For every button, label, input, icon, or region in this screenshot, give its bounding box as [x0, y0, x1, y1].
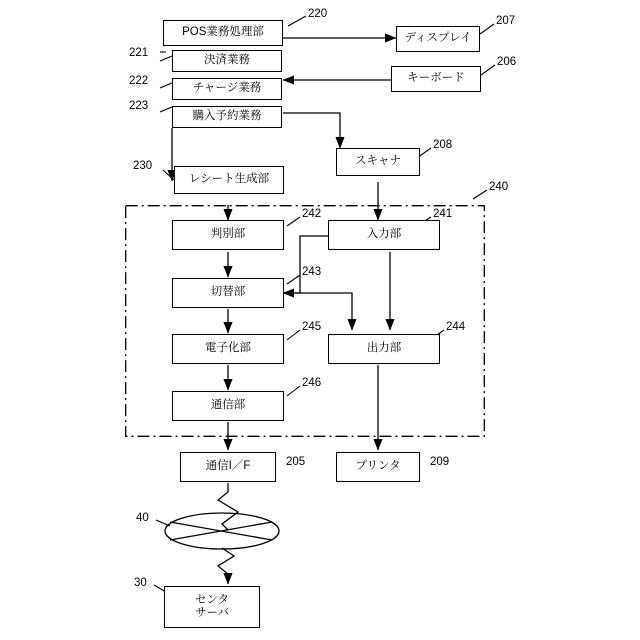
box-comm-interface[interactable] [180, 452, 276, 482]
box-input-label: 入力部 [366, 228, 402, 241]
ref-208: 208 [433, 139, 453, 151]
box-output[interactable] [328, 334, 440, 364]
ref-243: 243 [302, 266, 322, 278]
box-center-server-label-line1: センタ [194, 593, 230, 606]
box-center-server[interactable] [164, 586, 260, 628]
box-settle[interactable] [172, 50, 282, 72]
box-display-label: ディスプレイ [404, 32, 472, 45]
box-charge-label: チャージ業務 [192, 82, 262, 95]
ref-240: 240 [489, 181, 509, 193]
box-settle-label: 決済業務 [204, 54, 250, 67]
box-purchase[interactable] [172, 106, 282, 128]
box-printer[interactable] [336, 452, 420, 482]
box-pos[interactable] [163, 20, 283, 46]
ref-244: 244 [446, 321, 466, 333]
box-receipt[interactable] [174, 166, 284, 194]
box-judge-label: 判別部 [210, 228, 246, 241]
ref-221: 221 [129, 47, 149, 59]
ref-245: 245 [302, 321, 322, 333]
box-digitize-label: 電子化部 [205, 342, 251, 355]
box-purchase-label: 購入予約業務 [192, 110, 262, 123]
box-charge[interactable] [172, 78, 282, 100]
box-center-server-label-line2: サーバ [195, 607, 229, 619]
box-switch[interactable] [172, 278, 284, 308]
box-input[interactable] [328, 220, 440, 250]
ref-230: 230 [133, 160, 153, 172]
box-comm-interface-label: 通信I／F [205, 460, 251, 473]
ref-40: 40 [136, 512, 149, 524]
box-scanner-label: スキャナ [355, 155, 401, 168]
box-switch-label: 切替部 [210, 286, 246, 299]
box-keyboard[interactable] [391, 66, 481, 92]
box-comm[interactable] [172, 391, 284, 421]
ref-205: 205 [286, 456, 306, 468]
ref-207: 207 [496, 15, 516, 27]
ref-30: 30 [134, 577, 147, 589]
ref-223: 223 [129, 100, 149, 112]
box-display[interactable] [396, 26, 480, 52]
box-printer-label: プリンタ [355, 460, 401, 473]
ref-206: 206 [497, 56, 517, 68]
ref-241: 241 [433, 208, 453, 220]
box-judge[interactable] [172, 220, 284, 250]
box-keyboard-label: キーボード [407, 72, 465, 85]
box-digitize[interactable] [172, 334, 284, 364]
box-pos-label: POS業務処理部 [182, 26, 264, 39]
box-scanner[interactable] [336, 148, 420, 176]
box-receipt-label: レシート生成部 [188, 173, 270, 186]
ref-220: 220 [308, 8, 328, 20]
ref-246: 246 [302, 377, 322, 389]
box-output-label: 出力部 [366, 342, 402, 355]
box-comm-label: 通信部 [210, 399, 246, 412]
ref-242: 242 [302, 208, 322, 220]
ref-222: 222 [129, 75, 149, 87]
ref-209: 209 [430, 456, 450, 468]
